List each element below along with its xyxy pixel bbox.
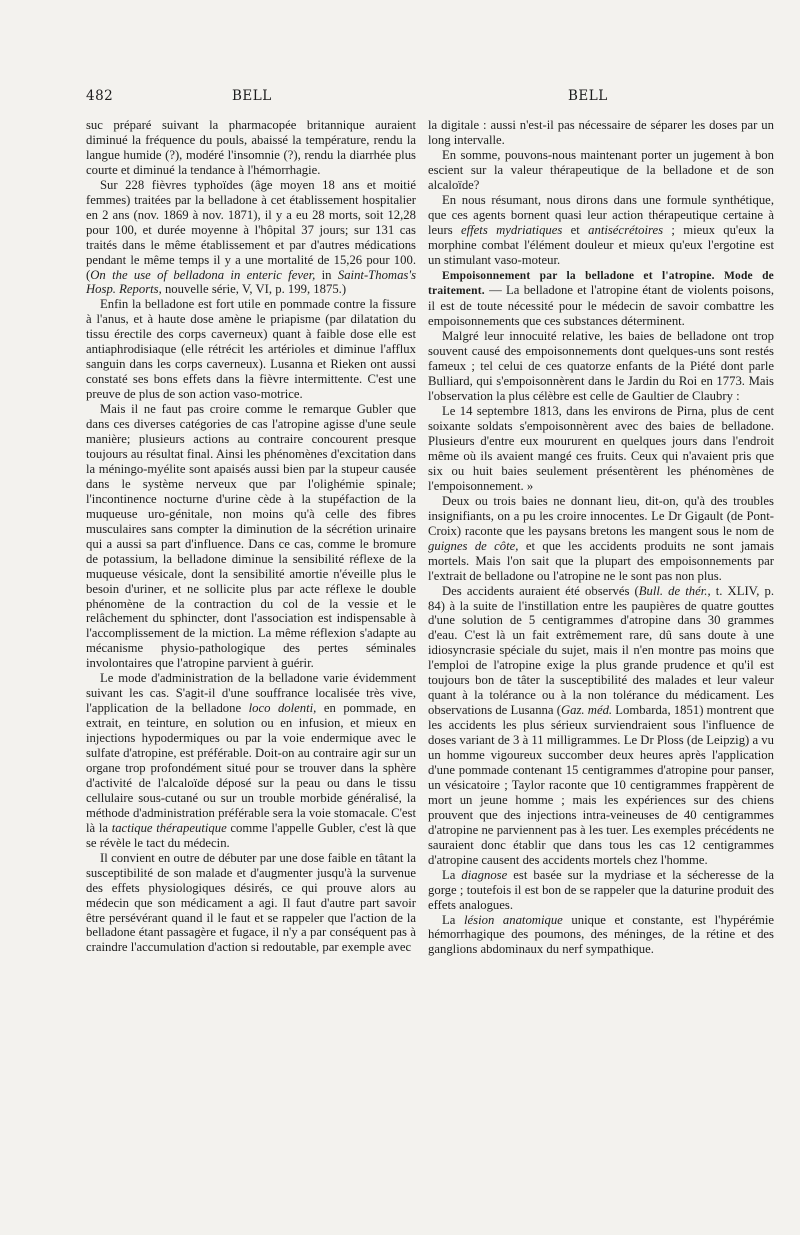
section-heading: Empoisonnement par la belladone et l'atropine. Mode de traitement. [428,269,774,298]
paragraph: Malgré leur innocuité relative, les baies de belladone ont trop souvent causé des empoisonnements dont quelques-uns sont restés fameux ; tel celui de ces quatorze enfants de la Piété dont parle Bulliard, qui s'empoisonnèrent dans le Jardin du Roi en 1773. Mais l'observation la plus célèbre est celle de Gaultier de Claubry : [428,329,774,404]
quoted-paragraph: Le 14 septembre 1813, dans les environs de Pirna, plus de cent soixante soldats s'empoisonnèrent avec des baies de belladone. Plusieurs d'entre eux moururent en quelques jours dans l'endroit même où ils avaient mangé ces fruits. Ceux qui n'avaient pris que six ou huit baies seulement présentèrent les phénomènes de l'empoisonnement. » [428,404,774,493]
paragraph: la digitale : aussi n'est-il pas nécessaire de séparer les doses par un long intervalle. [428,118,774,147]
header-title-right: BELL [568,88,608,104]
paragraph: En somme, pouvons-nous maintenant porter un jugement à bon escient sur la valeur thérapeutique de la belladone et de son alcaloïde? [428,147,774,192]
left-column [86,118,416,955]
running-header [86,88,772,112]
section-paragraph: Empoisonnement par la belladone et l'atropine. Mode de traitement. — La belladone et l'atropine étant de violents poisons, il est de toute nécessité pour le médecin de savoir combattre les empoisonnements que ces substances déterminent. [428,269,774,329]
paragraph: Des accidents auraient été observés (Bull. de thér., t. XLIV, p. 84) à la suite de l'instillation entre les paupières de quatre gouttes d'une solution de 5 centigrammes d'atropine dans 30 grammes d'eau. C'est là un fait extrêmement rare, dû sans doute à une idiosyncrasie spéciale du sujet, mais il n'en montre pas moins que l'emploi de l'atropine exige la plus grande prudence et qu'il est toujours bon de tâter la susceptibilité des malades et leur valeur quant à la tolérance ou à la non tolérance du médicament. Les observations de Lusanna (Gaz. méd. Lombarda, 1851) montrent que les accidents les plus sérieux surviendraient sous l'influence de doses variant de 3 à 11 milligrammes. Le Dr Ploss (de Leipzig) a vu un homme vigoureux succomber deux heures après l'application d'une pommade contenant 15 centigrammes d'atropine pour panser, un vésicatoire ; Taylor raconte que 10 centigrammes frappèrent de mort un jeune homme ; mais les expériences sur des chiens prouvent que des injections intra-veineuses de 40 centigrammes d'atropine ne parviennent pas à les tuer. Les exemples précédents ne sauraient donc établir que dans tous les cas 12 centigrammes d'atropine causent des accidents mortels chez l'homme. [428,583,774,867]
page-number: 482 [86,88,114,104]
paragraph: En nous résumant, nous dirons dans une formule synthétique, que ces agents bornent quasi leur action thérapeutique certaine à leurs effets mydriatiques et antisécrétoires ; mieux qu'eux la morphine combat l'élément douleur et mieux qu'eux l'ergotine est un stimulant vaso-moteur. [428,192,774,267]
paragraph: La lésion anatomique unique et constante, est l'hypérémie hémorrhagique des poumons, des méninges, de la rétine et des ganglions abdominaux du nerf sympathique. [428,912,774,957]
right-column [428,118,774,957]
paragraph: Deux ou trois baies ne donnant lieu, dit-on, qu'à des troubles insignifiants, on a pu les croire innocentes. Le Dr Gigault (de Pont-Croix) raconte que les paysans bretons les mangent sous le nom de guignes de côte, et que les accidents produits ne sont jamais mortels. Mais l'on sait que la plupart des empoisonnements par l'extrait de belladone ou l'atropine ne le sont pas non plus. [428,493,774,583]
paragraph: Il convient en outre de débuter par une dose faible en tâtant la susceptibilité de son malade et d'augmenter jusqu'à la survenue des effets physiologiques désirés, ce qui prouve alors au médecin que son médicament a agi. Il faut d'autre part savoir être persévérant quand il le faut et se rappeler que l'action de la belladone étant passagère et fugace, il n'y a par conséquent pas à craindre l'accumulation d'action si redoutable, par exemple avec [86,850,416,955]
paragraph: suc préparé suivant la pharmacopée britannique auraient diminué la fréquence du pouls, abaissé la température, rendu la langue humide (?), modéré l'insomnie (?), rendu la diarrhée plus courte et diminué la tendance à l'hémorrhagie. [86,118,416,177]
paragraph: Le mode d'administration de la belladone varie évidemment suivant les cas. S'agit-il d'une souffrance localisée très vive, l'application de la belladone loco dolenti, en pommade, en extrait, en teinture, en solution ou en infusion, et mieux en injections hypodermiques ou par la voie endermique avec le sulfate d'atropine, est préférable. Doit-on au contraire agir sur un organe trop profondément situé pour se trouver dans la sphère d'activité de l'alcaloïde déposé sur la peau ou dans le tissu cellulaire sous-cutané ou sur un trouble morbide généralisé, la méthode d'administration préférable sera la voie stomacale. C'est là la tactique thérapeutique comme l'appelle Gubler, c'est là que se révèle le tact du médecin. [86,671,416,850]
paragraph: La diagnose est basée sur la mydriase et la sécheresse de la gorge ; toutefois il est bon de se rappeler que la daturine produit des effets analogues. [428,867,774,912]
paragraph: Sur 228 fièvres typhoïdes (âge moyen 18 ans et moitié femmes) traitées par la belladone à cet établissement hospitalier en 2 ans (nov. 1869 à nov. 1871), il y a eu 28 morts, soit 12,28 pour 100, et durée moyenne à l'hôpital 37 jours; sur 131 cas traités dans le même établissement et par d'autres médications pendant le même temps il y a une mortalité de 15,26 pour 100. (On the use of belladona in enteric fever, in Saint-Thomas's Hosp. Reports, nouvelle série, V, VI, p. 199, 1875.) [86,177,417,297]
paragraph: Enfin la belladone est fort utile en pommade contre la fissure à l'anus, et à haute dose amène le priapisme (par dilatation du tissu érectile des corps caverneux) quant à faible dose elle est antiaphrodisiaque (elle rétrécit les artérioles et diminue l'afflux sanguin dans les corps caverneux). Lusanna et Rieken ont aussi constaté ses bons effets dans la fièvre intermittente. C'est une preuve de plus de son action vaso-motrice. [86,297,416,402]
paragraph: Mais il ne faut pas croire comme le remarque Gubler que dans ces diverses catégories de cas l'atropine agisse d'une seule manière; plusieurs actions au contraire concourent presque toujours au résultat final. Ainsi les phénomènes d'excitation dans la méningo-myélite sont apaisés aussi bien par la stupeur causée dans le système nerveux que par l'olighémie spinale; l'incontinence nocturne d'urine cède à la stupéfaction de la muqueuse uro-génitale, non moins qu'à celle des fibres musculaires sans compter la diminution de la sécrétion urinaire qui a aussi sa part d'influence. Dans ce cas, comme le bromure de potassium, la belladone diminue la sensibilité réflexe de la muqueuse vésicale, dont la sensibilité amortie n'éveille plus le besoin d'uriner, et ne sollicite plus par acte réflexe le double phénomène de la contraction du col de la vessie et le relâchement du sphincter, dont l'association est indispensable à l'accomplissement de la miction. La même réflexion s'adapte au mécanisme physio-pathologique des pertes séminales involontaires que l'atropine parvient à guérir. [86,402,416,671]
header-title-left: BELL [232,88,272,104]
